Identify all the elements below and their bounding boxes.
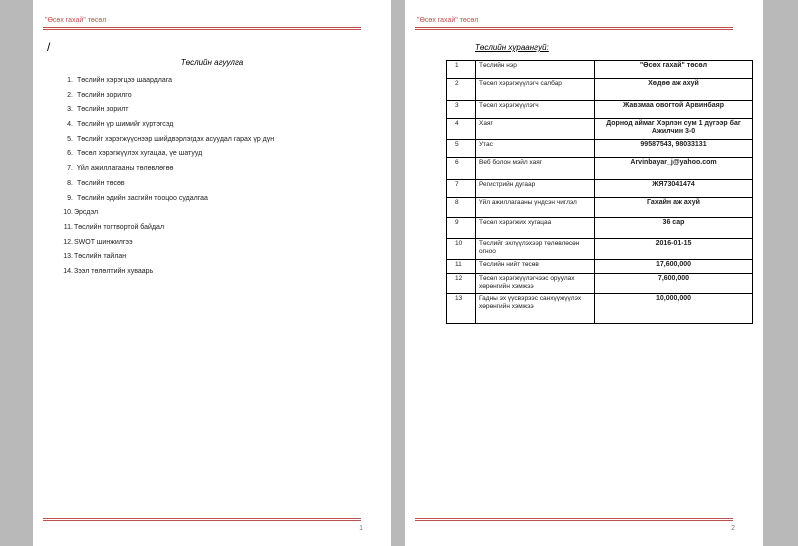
row-number-cell: 6	[447, 158, 476, 180]
page-number: 1	[359, 525, 363, 532]
row-value-cell: Хөдөө аж ахуй	[595, 79, 753, 101]
toc-item-label: Зээл төлөлтийн хуваарь	[74, 267, 154, 275]
summary-table	[446, 60, 753, 324]
row-number-cell: 10	[447, 239, 476, 260]
toc-item	[57, 252, 274, 267]
row-label-cell: Үйл ажиллагааны үндсэн чиглэл	[476, 198, 595, 218]
row-number-cell: 8	[447, 198, 476, 218]
table-row	[447, 239, 753, 260]
toc-item-label: Төслийн төсөв	[77, 179, 125, 187]
footer-rule	[43, 518, 361, 521]
table-row	[447, 260, 753, 274]
toc-item-label: Төслийн үр шимийг хүртэгсэд	[77, 121, 174, 129]
row-label-cell: Төслийн нийт төсөв	[476, 260, 595, 274]
document-page-1	[33, 0, 391, 546]
table-row	[447, 198, 753, 218]
header-rule	[415, 27, 733, 30]
row-value-cell: Дорнод аймаг Хэрлэн сум 1 дүгээр баг Ажилчин 3-0	[595, 119, 753, 140]
table-row	[447, 274, 753, 294]
toc-item	[57, 238, 274, 253]
row-value-cell: "Өсөх гахай" төсөл	[595, 61, 753, 79]
toc-item-label: Төслийн тогтвортой байдал	[74, 223, 165, 231]
toc-item-label: Төслийн зорилт	[77, 106, 129, 114]
toc-item-number: 9.	[67, 194, 73, 202]
table-row	[447, 61, 753, 79]
toc-item-label: Төслийн эдийн засгийн тооцоо судалгаа	[77, 194, 208, 202]
table-row	[447, 158, 753, 180]
page-header-text: "Өсөх гахай" төсөл	[45, 17, 107, 24]
row-number-cell: 4	[447, 119, 476, 140]
table-row	[447, 79, 753, 101]
row-number-cell: 3	[447, 101, 476, 119]
row-number-cell: 2	[447, 79, 476, 101]
toc-item-number: 14.	[63, 267, 73, 275]
row-number-cell: 1	[447, 61, 476, 79]
row-label-cell: Утас	[476, 140, 595, 158]
toc-item-label: Төсөл хэрэгжүүлэх хугацаа, үе шатууд	[77, 150, 203, 158]
toc-item-number: 2.	[67, 91, 73, 99]
row-number-cell: 13	[447, 294, 476, 324]
row-number-cell: 12	[447, 274, 476, 294]
toc-item-label: SWOT шинжилгээ	[74, 238, 133, 246]
summary-title: Төслийн хураангуй:	[475, 43, 549, 52]
table-row	[447, 101, 753, 119]
toc-item	[57, 164, 274, 179]
row-label-cell: Төсөл хэрэгжүүлэгчээс оруулах хөрөнгийн хэмжээ	[476, 274, 595, 294]
toc-item-label: Эрсдэл	[74, 209, 99, 217]
table-row	[447, 140, 753, 158]
row-number-cell: 9	[447, 218, 476, 239]
toc-item	[57, 267, 274, 282]
document-page-2	[405, 0, 763, 546]
toc-item-label: Үйл ажиллагааны төлөвлөгөө	[77, 165, 174, 173]
row-label-cell: Регистрийн дугаар	[476, 180, 595, 198]
row-number-cell: 11	[447, 260, 476, 274]
toc-item-number: 3.	[67, 106, 73, 114]
header-rule	[43, 27, 361, 30]
row-value-cell: Гахайн аж ахуй	[595, 198, 753, 218]
row-value-cell: 99587543, 98033131	[595, 140, 753, 158]
toc-item	[57, 120, 274, 135]
row-label-cell: Гадны эх үүсвэрээс санхүүжүүлэх хөрөнгийн хэмжээ	[476, 294, 595, 324]
page-header-text: "Өсөх гахай" төсөл	[417, 17, 479, 24]
toc-item-number: 1.	[67, 77, 73, 84]
toc-item	[57, 149, 274, 164]
toc-item-number: 8.	[67, 179, 73, 187]
toc-item-number: 6.	[67, 150, 73, 158]
row-value-cell: 10,000,000	[595, 294, 753, 324]
row-value-cell: 7,600,000	[595, 274, 753, 294]
toc-item-number: 13.	[63, 253, 73, 261]
row-label-cell: Төсөл хэрэгжүүлэгч салбар	[476, 79, 595, 101]
toc-item	[57, 194, 274, 209]
toc-item	[57, 76, 274, 91]
toc-item-number: 12.	[63, 238, 73, 246]
toc-item	[57, 105, 274, 120]
table-row	[447, 218, 753, 239]
toc-item-label: Төслийн тайлан	[74, 253, 127, 261]
table-row	[447, 180, 753, 198]
toc-item	[57, 223, 274, 238]
toc-item-label: Төслийн зорилго	[77, 91, 132, 99]
row-label-cell: Төсөл хэрэгжих хугацаа	[476, 218, 595, 239]
toc-title: Төслийн агуулга	[180, 58, 244, 67]
footer-rule	[415, 518, 733, 521]
row-value-cell: 2016-01-15	[595, 239, 753, 260]
table-row	[447, 294, 753, 324]
toc-item	[57, 91, 274, 106]
row-number-cell: 7	[447, 180, 476, 198]
toc-item-number: 10.	[63, 209, 73, 217]
toc-item	[57, 208, 274, 223]
toc-item	[57, 135, 274, 150]
row-label-cell: Хаяг	[476, 119, 595, 140]
toc-item-number: 4.	[67, 121, 73, 129]
row-label-cell: Төслийн нэр	[476, 61, 595, 79]
row-value-cell: Arvinbayar_j@yahoo.com	[595, 158, 753, 180]
page-number: 2	[731, 525, 735, 532]
row-label-cell: Веб болон мэйл хаяг	[476, 158, 595, 180]
row-value-cell: ЖЯ73041474	[595, 180, 753, 198]
toc-item-label: Төслийг хэрэгжүүснээр шийдвэрлэгдэх асуудал гарах үр дүн	[77, 135, 275, 143]
text-cursor-mark: /	[47, 40, 51, 54]
row-value-cell: 36 сар	[595, 218, 753, 239]
toc-item-number: 11.	[63, 223, 73, 231]
toc-item	[57, 179, 274, 194]
row-value-cell: Жавзмаа овогтой Арвинбаяр	[595, 101, 753, 119]
row-label-cell: Төсөл хэрэгжүүлэгч	[476, 101, 595, 119]
table-row	[447, 119, 753, 140]
row-value-cell: 17,600,000	[595, 260, 753, 274]
toc-item-label: Төслийн хэрэгцээ шаардлага	[77, 77, 173, 84]
row-label-cell: Төслийг эхлүүлэхээр төлөвлөсөн огноо	[476, 239, 595, 260]
row-number-cell: 5	[447, 140, 476, 158]
toc-item-number: 7.	[67, 165, 73, 173]
toc-item-number: 5.	[67, 135, 73, 143]
toc-list	[57, 76, 274, 282]
